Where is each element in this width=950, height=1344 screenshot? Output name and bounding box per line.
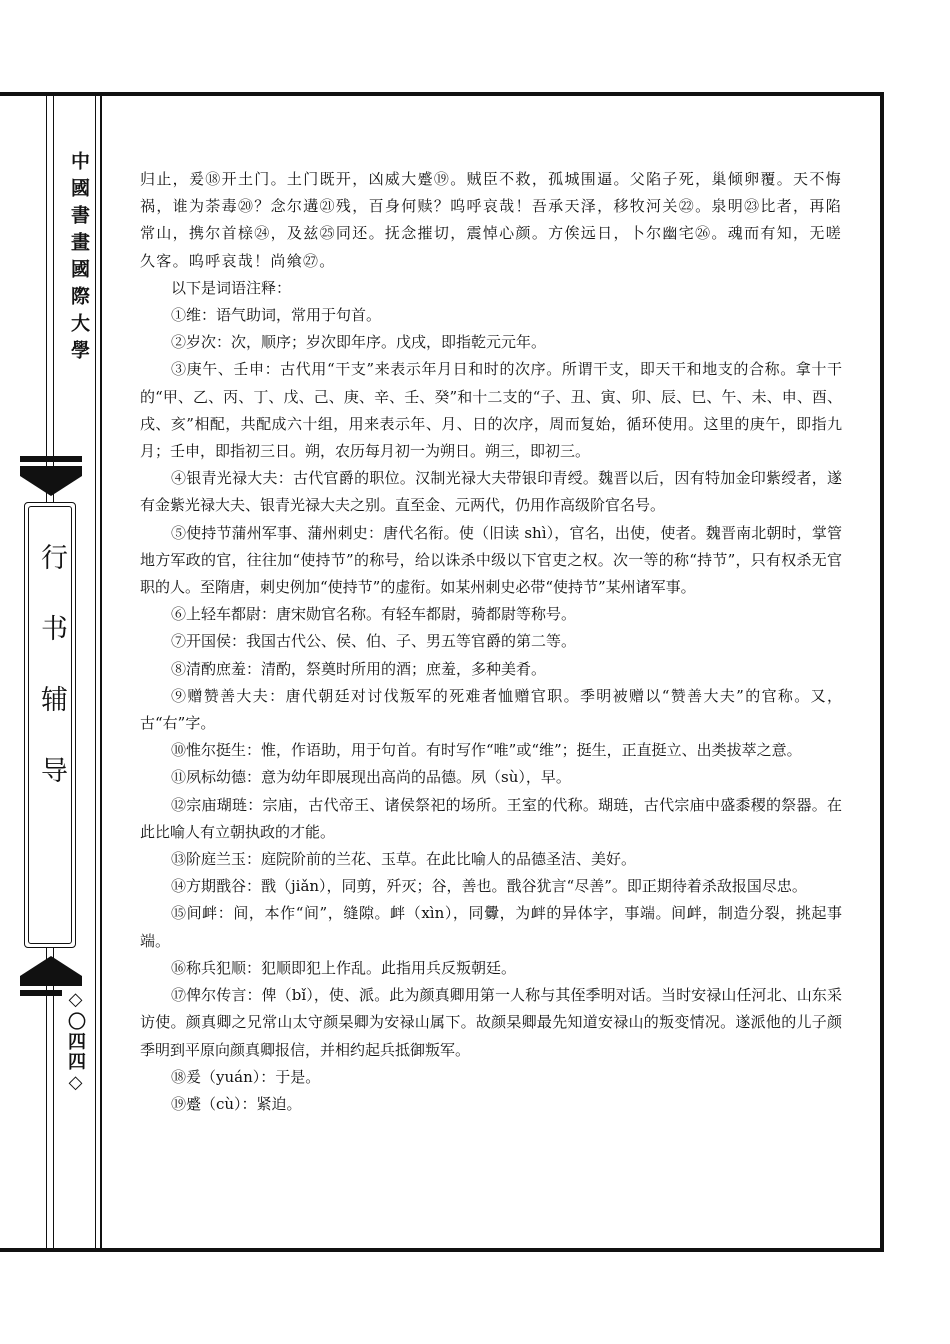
ornament-chevron-top-icon [20, 466, 82, 496]
notes-intro: 以下是词语注释： [171, 278, 292, 297]
ornament-bar-top [20, 456, 82, 462]
sidebar [0, 96, 100, 1248]
note-item: ⑮间衅：间，本作“间”，缝隙。衅（xìn），同釁，为衅的异体字，事端。间衅，制造分裂，挑起事端。 [140, 904, 842, 950]
note-item: ⑰俾尔传言：俾（bǐ），使、派。此为颜真卿用第一人称与其侄季明对话。当时安禄山任河北、山东采访使。颜真卿之兄常山太守颜杲卿为安禄山属下。故颜杲卿最先知道安禄山的叛变情况。遂派他的儿子颜季明到平原向颜真卿报信，并相约起兵抵御叛军。 [140, 986, 842, 1059]
note-item: ⑬阶庭兰玉：庭院阶前的兰花、玉草。在此比喻人的品德圣洁、美好。 [171, 850, 637, 869]
note-item: ⑧清酌庶羞：清酌，祭奠时所用的酒；庶羞，多种美肴。 [171, 659, 547, 678]
note-item: ②岁次：次，顺序；岁次即年序。戊戌，即指乾元元年。 [171, 333, 547, 352]
note-item: ⑲蹙（cù）：紧迫。 [171, 1094, 302, 1113]
ornament-chevron-bottom-icon [20, 956, 82, 986]
note-item: ⑪夙标幼德：意为幼年即展现出高尚的品德。夙（sù），早。 [171, 768, 571, 787]
verse-paragraph: 归止，爰⑱开土门。土门既开，凶威大蹙⑲。贼臣不救，孤城围逼。父陷子死，巢倾卵覆。天不悔祸，谁为荼毒⑳？念尔遘㉑残，百身何赎？呜呼哀哉！吾承天泽，移牧河关㉒。泉明㉓比者，再陷常山，携尔首榇㉔，及兹㉕同还。抚念摧切，震悼心颜。方俟远日，卜尔幽宅㉖。魂而有知，无嗟久客。呜呼哀哉！尚飨㉗。 [140, 170, 842, 270]
book-title-panel [24, 502, 76, 948]
book-title-ornament [18, 456, 84, 996]
note-item: ⑱爰（yuán）：于是。 [171, 1067, 321, 1086]
note-item: ⑦开国侯：我国古代公、侯、伯、子、男五等官爵的第二等。 [171, 632, 577, 651]
note-item: ①维：语气助词，常用于句首。 [171, 306, 382, 325]
university-name: 中國書畫國際大學 [57, 151, 93, 367]
note-item: ⑫宗庙瑚琏：宗庙，古代帝王、诸侯祭祀的场所。王室的代称。瑚琏，古代宗庙中盛黍稷的祭器。在此比喻人有立朝执政的才能。 [140, 795, 842, 841]
page-number: ◇〇四四◇ [62, 989, 88, 1095]
note-item: ④银青光禄大夫：古代官爵的职位。汉制光禄大夫带银印青绶。魏晋以后，因有特加金印紫绶者，遂有金紫光禄大夫、银青光禄大夫之别。直至金、元两代，仍用作高级阶官名号。 [140, 469, 842, 515]
note-item: ⑤使持节蒲州军事、蒲州刺史：唐代名衔。使（旧读 shì），官名，出使，使者。魏晋南北朝时，掌管地方军政的官，往往加“使持节”的称号，给以诛杀中级以下官吏之权。次一等的称“持节”，只有权杀无官职的人。至隋唐，刺史例加“使持节”的虚衔。如某州刺史必带“使持节”某州诸军事。 [140, 523, 842, 597]
note-item: ③庚午、壬申：古代用“干支”来表示年月日和时的次序。所谓干支，即天干和地支的合称。拿十干的“甲、乙、丙、丁、戊、己、庚、辛、壬、癸”和十二支的“子、丑、寅、卯、辰、巳、午、未、申、酉、戌、亥”相配，共配成六十组，用来表示年、月、日的次序，周而复始，循环使用。这里的庚午，即指九月；壬申，即指初三日。朔，农历每月初一为朔日。朔三，即初三。 [140, 360, 842, 461]
note-item: ⑩惟尔挺生：惟，作语助，用于句首。有时写作“唯”或“维”；挺生，正直挺立、出类拔萃之意。 [171, 741, 802, 760]
note-item: ⑭方期戬谷：戬（jiǎn），同剪，歼灭；谷，善也。戬谷犹言“尽善”。即正期待着杀敌报国尽忠。 [171, 877, 807, 896]
main-text [140, 166, 842, 1118]
sidebar-rule [100, 96, 102, 1248]
note-item: ⑨赠赞善大夫：唐代朝廷对讨伐叛军的死难者恤赠官职。季明被赠以“赞善大夫”的官称。又，古“右”字。 [140, 686, 842, 733]
sidebar-rule [95, 96, 96, 1248]
book-title: 行书辅导 [36, 543, 67, 827]
note-item: ⑯称兵犯顺：犯顺即犯上作乱。此指用兵反叛朝廷。 [171, 958, 517, 977]
note-item: ⑥上轻车都尉：唐宋勋官名称。有轻车都尉，骑都尉等称号。 [171, 605, 577, 624]
